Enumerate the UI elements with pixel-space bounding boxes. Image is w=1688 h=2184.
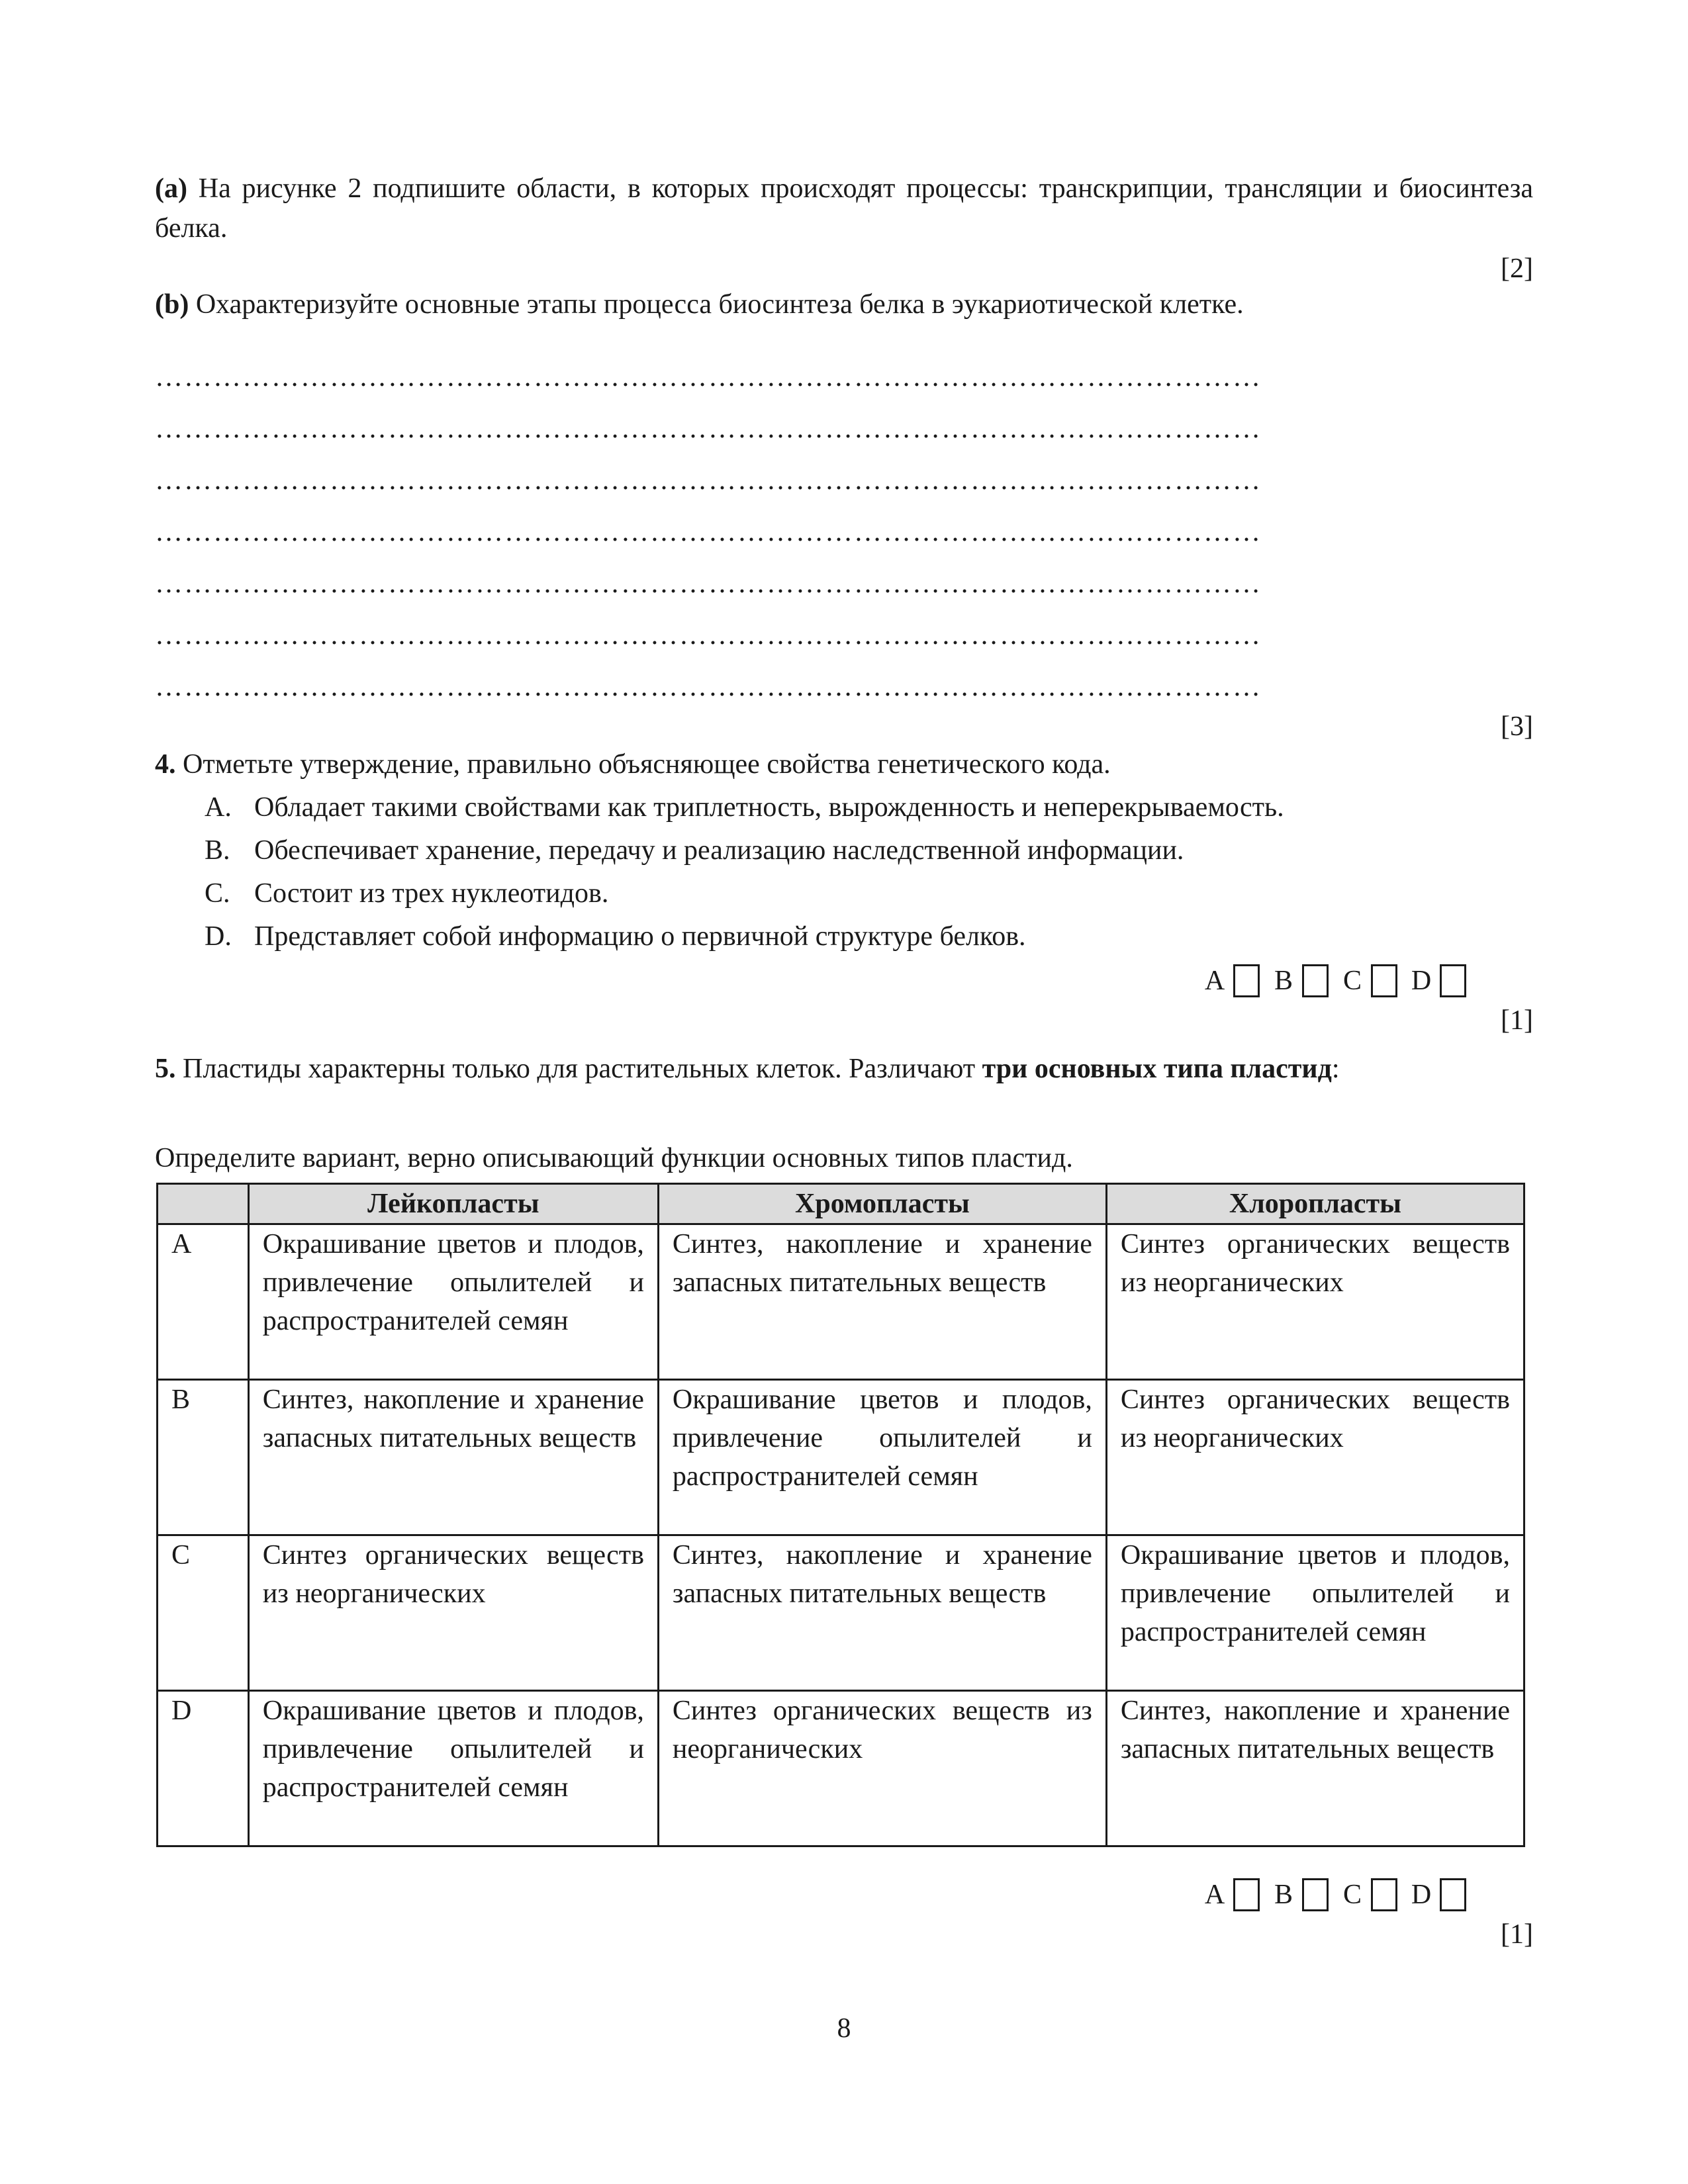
q5-bold: три основных типа пластид (982, 1054, 1332, 1084)
answer-letter: C (1342, 1880, 1362, 1910)
answer-checkbox-c[interactable] (1371, 964, 1397, 997)
q3b-label: (b) (155, 289, 189, 320)
q5-number: 5. (155, 1054, 176, 1084)
table-cell: Синтез, накопление и хранение запасных питательных веществ (248, 1380, 658, 1535)
q5-answer-boxes (1201, 1875, 1477, 1915)
table-cell: Окрашивание цветов и плодов, привлечение опылителей и распространителей семян (658, 1380, 1106, 1535)
answer-line[interactable]: …………………………………………………………………………………………………… (155, 569, 1262, 597)
header-cell: Хлоропласты (1106, 1184, 1524, 1224)
option-text: Состоит из трех нуклеотидов. (254, 878, 609, 909)
answer-checkbox-d[interactable] (1440, 964, 1466, 997)
table-cell: Синтез, накопление и хранение запасных питательных веществ (658, 1224, 1106, 1380)
table-row (158, 1380, 1524, 1535)
table-cell: Синтез, накопление и хранение запасных питательных веществ (658, 1535, 1106, 1691)
q4-marks: [1] (1501, 1005, 1533, 1036)
header-cell (158, 1184, 249, 1224)
q3b-text (155, 285, 1533, 324)
header-cell: Лейкопласты (248, 1184, 658, 1224)
table-cell: Синтез органических веществ из неорганических (1106, 1380, 1524, 1535)
q4-text (155, 745, 1533, 784)
option-text: Обеспечивает хранение, передачу и реализацию наследственной информации. (254, 835, 1184, 866)
row-label: A (158, 1224, 249, 1380)
table-cell: Синтез органических веществ из неорганических (248, 1535, 658, 1691)
q4-number: 4. (155, 749, 176, 780)
q4-option (205, 831, 1184, 870)
q5-body: Пластиды характерны только для растительных клеток. Различают (175, 1054, 982, 1084)
answer-line[interactable]: …………………………………………………………………………………………………… (155, 672, 1262, 700)
q5-colon: : (1331, 1054, 1340, 1084)
answer-letter: A (1204, 1880, 1225, 1910)
answer-letter: B (1274, 1880, 1293, 1910)
answer-line[interactable]: …………………………………………………………………………………………………… (155, 414, 1262, 442)
row-label: B (158, 1380, 249, 1535)
table-cell: Синтез органических веществ из неорганических (658, 1691, 1106, 1846)
answer-letter: B (1274, 966, 1293, 996)
table-cell: Окрашивание цветов и плодов, привлечение опылителей и распространителей семян (248, 1224, 658, 1380)
header-cell: Хромопласты (658, 1184, 1106, 1224)
q3b-marks: [3] (1501, 711, 1533, 742)
q4-answer-boxes (1201, 961, 1477, 1001)
q4-option (205, 874, 608, 913)
table-row (158, 1224, 1524, 1380)
option-text: Обладает такими свойствами как триплетность, вырожденность и неперекрываемость. (254, 792, 1284, 823)
plastid-table (156, 1183, 1525, 1847)
table-header-row (158, 1184, 1524, 1224)
option-letter: D. (205, 921, 232, 952)
q5-marks: [1] (1501, 1919, 1533, 1950)
answer-checkbox-b[interactable] (1302, 964, 1329, 997)
q5-instruction: Определите вариант, верно описывающий функции основных типов пластид. (155, 1143, 1073, 1173)
answer-checkbox-a[interactable] (1233, 964, 1260, 997)
option-letter: B. (205, 835, 230, 866)
q4-option (205, 788, 1284, 827)
table-cell: Синтез, накопление и хранение запасных питательных веществ (1106, 1691, 1524, 1846)
table-row (158, 1691, 1524, 1846)
option-letter: A. (205, 792, 232, 823)
option-text: Представляет собой информацию о первичной структуре белков. (254, 921, 1026, 952)
answer-line[interactable]: …………………………………………………………………………………………………… (155, 362, 1262, 390)
table-cell: Окрашивание цветов и плодов, привлечение опылителей и распространителей семян (1106, 1535, 1524, 1691)
table-cell: Синтез органических веществ из неорганических (1106, 1224, 1524, 1380)
answer-checkbox-c[interactable] (1371, 1878, 1397, 1911)
answer-letter: A (1204, 966, 1225, 996)
answer-checkbox-d[interactable] (1440, 1878, 1466, 1911)
answer-checkbox-a[interactable] (1233, 1878, 1260, 1911)
q5-text (155, 1049, 1533, 1089)
page-number: 8 (837, 2013, 851, 2044)
table-row (158, 1535, 1524, 1691)
row-label: D (158, 1691, 249, 1846)
q3a-text (155, 169, 1533, 248)
answer-letter: D (1411, 1880, 1432, 1910)
answer-letter: C (1342, 966, 1362, 996)
answer-line[interactable]: …………………………………………………………………………………………………… (155, 465, 1262, 494)
q3b-body: Охарактеризуйте основные этапы процесса биосинтеза белка в эукариотической клетке. (189, 289, 1244, 320)
answer-checkbox-b[interactable] (1302, 1878, 1329, 1911)
q4-body: Отметьте утверждение, правильно объясняющее свойства генетического кода. (175, 749, 1111, 780)
answer-line[interactable]: …………………………………………………………………………………………………… (155, 620, 1262, 649)
option-letter: C. (205, 878, 230, 909)
q4-option (205, 917, 1026, 956)
q3a-body: На рисунке 2 подпишите области, в которых происходят процессы: транскрипции, трансляции и биосинтеза белка. (155, 173, 1533, 244)
answer-letter: D (1411, 966, 1432, 996)
answer-line[interactable]: …………………………………………………………………………………………………… (155, 517, 1262, 545)
table-cell: Окрашивание цветов и плодов, привлечение опылителей и распространителей семян (248, 1691, 658, 1846)
q3a-marks: [2] (1501, 253, 1533, 284)
row-label: C (158, 1535, 249, 1691)
q3a-label: (a) (155, 173, 187, 204)
